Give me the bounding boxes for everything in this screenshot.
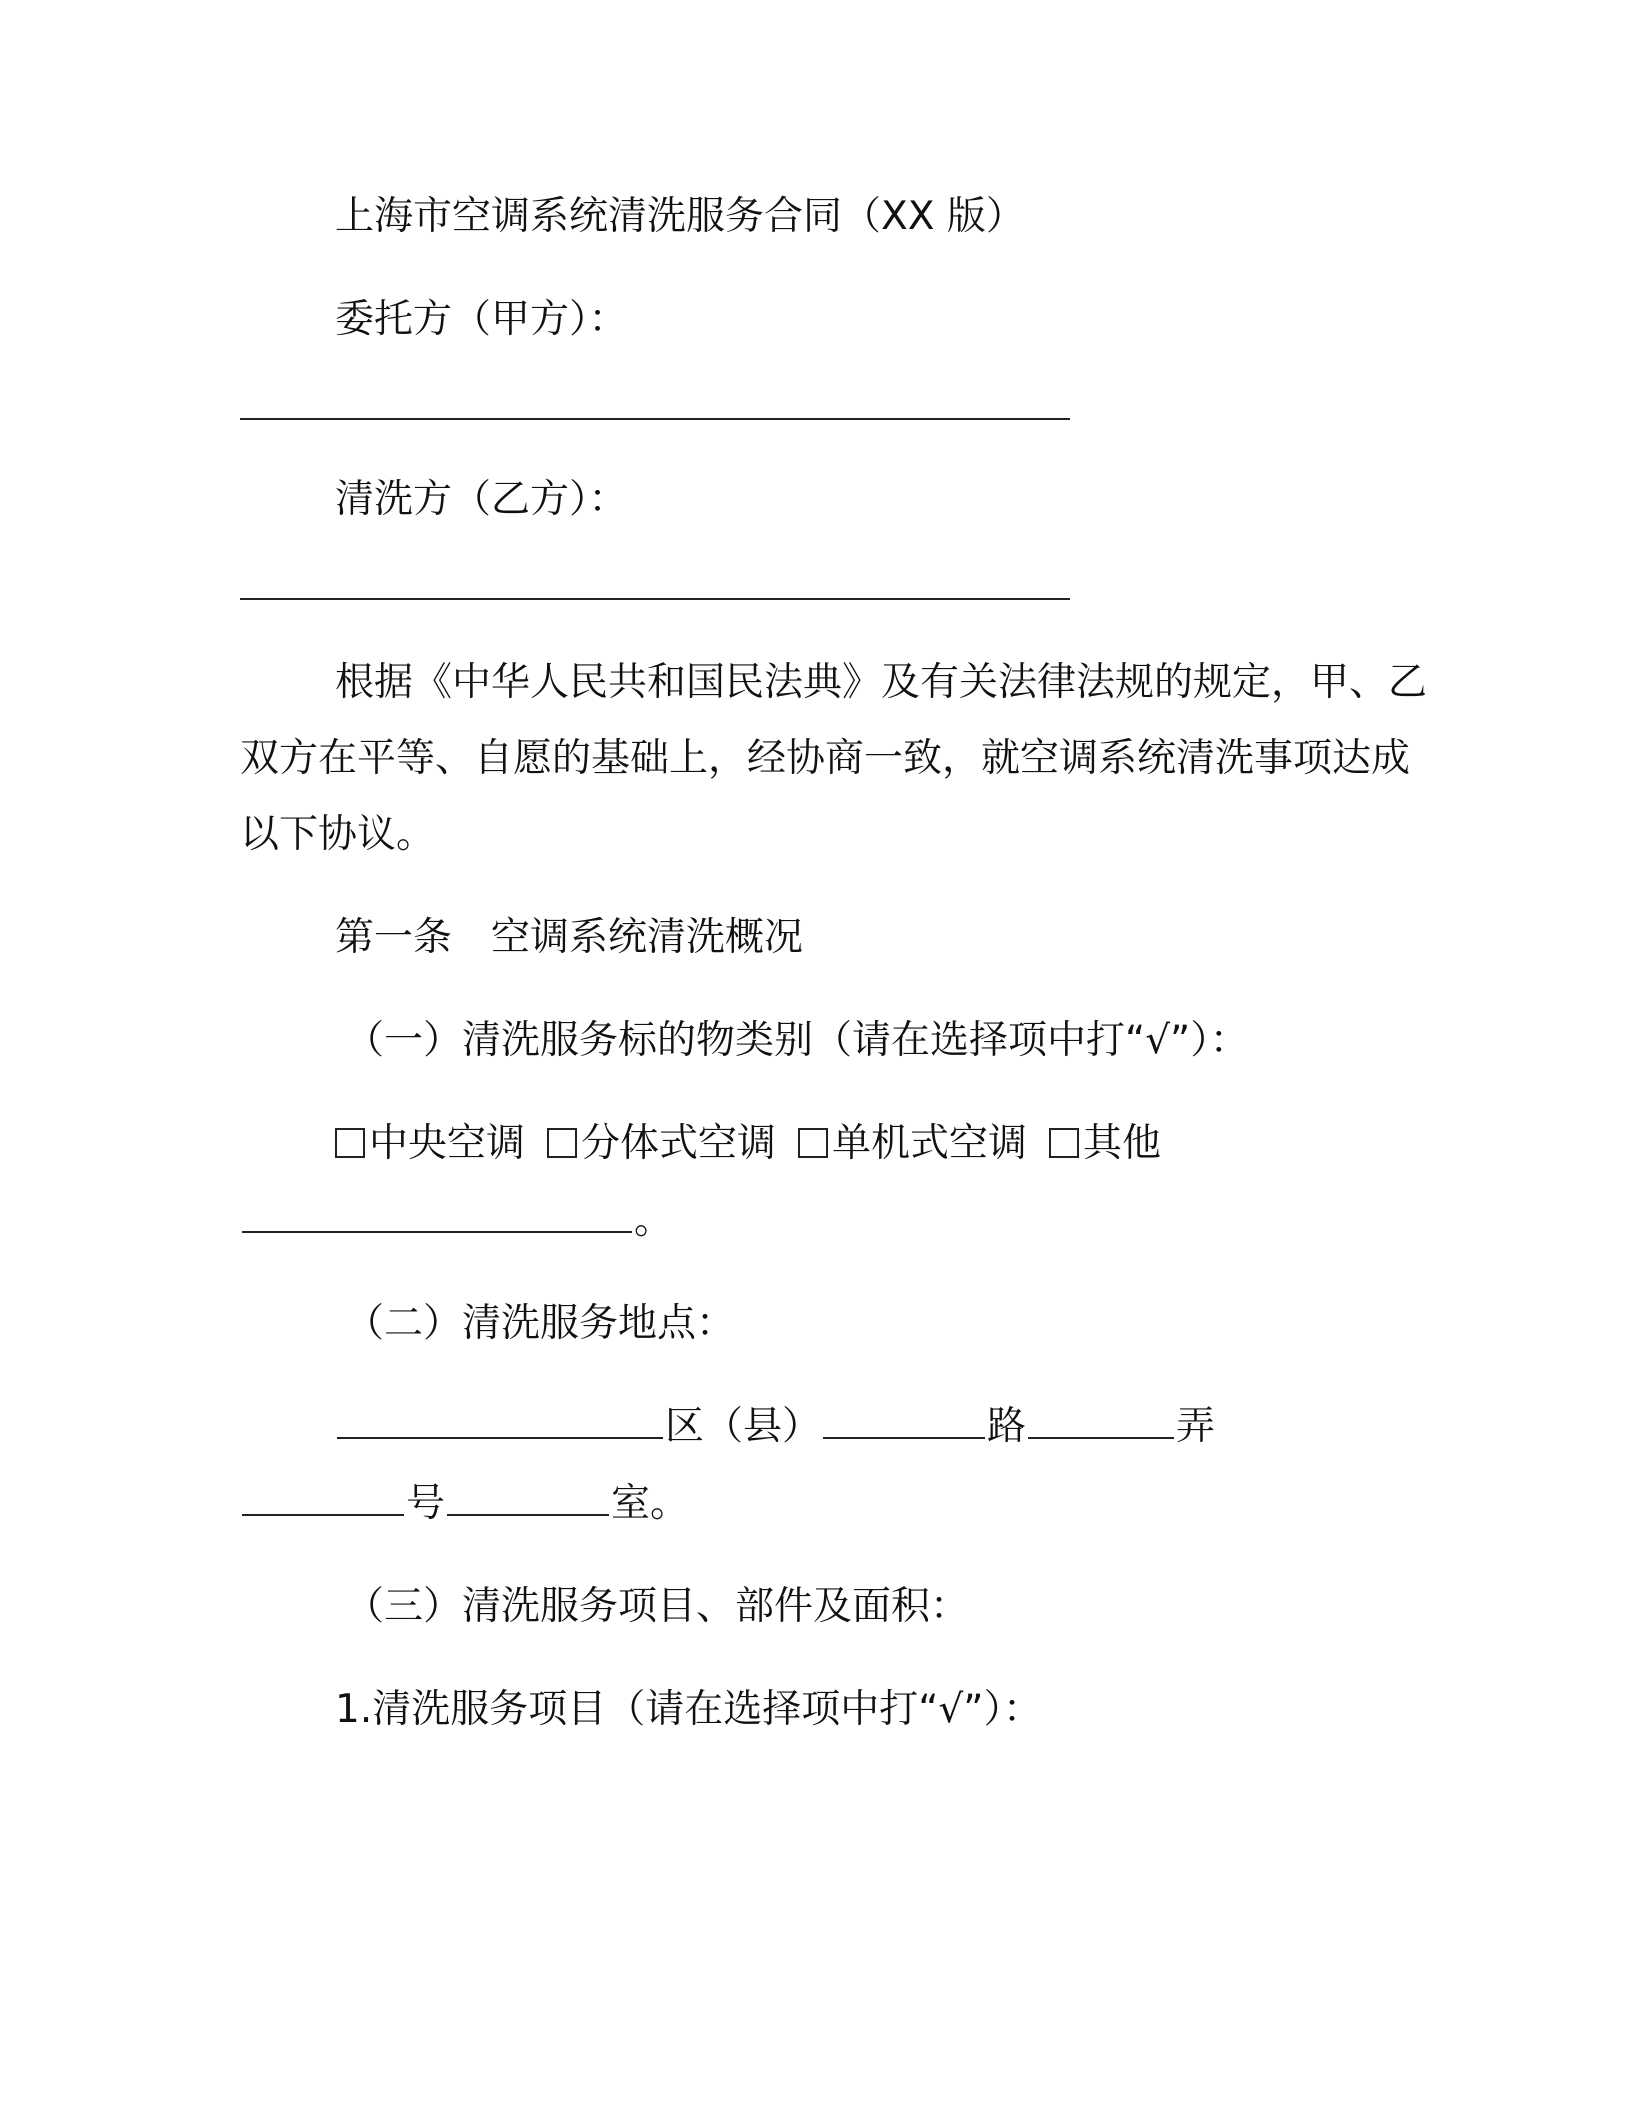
checkbox-icon [798,1128,828,1158]
address-line-2: 号 室。 [240,1479,689,1529]
section-2-heading: （二）清洗服务地点： [345,1301,736,1346]
checkbox-central-ac[interactable]: 中央空调 [335,1119,525,1169]
road-blank[interactable] [823,1403,985,1439]
checkbox-icon [547,1128,577,1158]
party-b-label: 清洗方（乙方）： [335,477,628,522]
party-a-label: 委托方（甲方）： [335,297,628,342]
party-b-blank[interactable] [240,598,1070,600]
checkbox-icon [335,1128,365,1158]
lane-blank[interactable] [1028,1403,1174,1439]
party-a-blank[interactable] [240,418,1070,420]
document-title: 上海市空调系统清洗服务合同（XX 版） [335,194,1025,239]
article-1-heading: 第一条 空调系统清洗概况 [335,915,804,960]
room-blank[interactable] [447,1480,609,1516]
section-1-heading: （一）清洗服务标的物类别（请在选择项中打“√”）： [345,1018,1249,1063]
checkbox-icon [1049,1128,1079,1158]
number-blank[interactable] [242,1480,404,1516]
preamble-line-1: 根据《中华人民共和国民法典》及有关法律法规的规定，甲、乙 [335,660,1428,705]
checkbox-unit-ac[interactable]: 单机式空调 [798,1119,1027,1169]
section-3-heading: （三）清洗服务项目、部件及面积： [345,1584,970,1629]
preamble-line-2: 双方在平等、自愿的基础上，经协商一致，就空调系统清洗事项达成 [240,736,1411,781]
checkbox-other[interactable]: 其他 [1049,1119,1161,1169]
item-1-heading: 1.清洗服务项目（请在选择项中打“√”）： [335,1687,1042,1732]
preamble-line-3: 以下协议。 [240,812,436,857]
category-checkbox-row [335,1119,1183,1169]
other-blank[interactable] [242,1197,632,1233]
other-fill-line: 。 [240,1196,673,1246]
checkbox-split-ac[interactable]: 分体式空调 [547,1119,776,1169]
address-line-1: 区（县） 路 弄 [335,1402,1215,1452]
district-blank[interactable] [337,1403,663,1439]
